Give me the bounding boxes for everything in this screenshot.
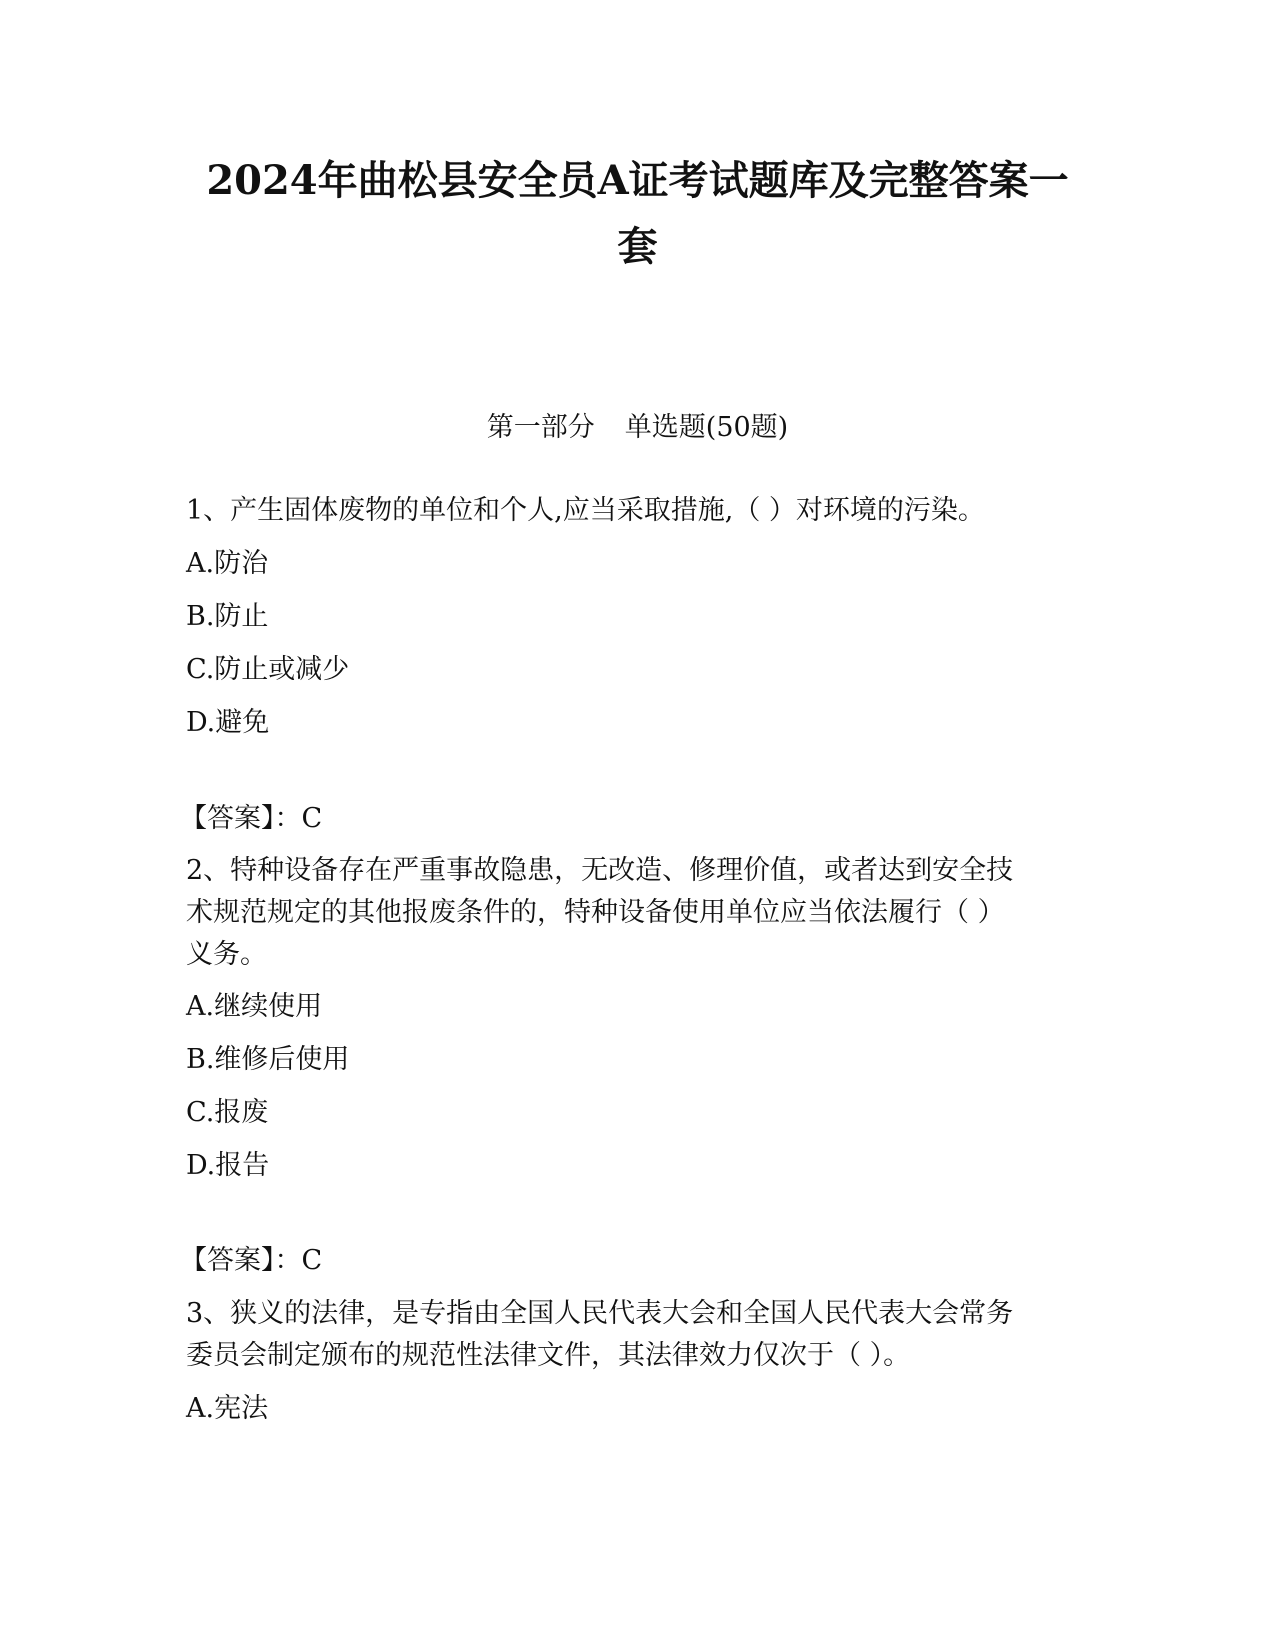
question-2-option-c: C.报废	[186, 1097, 269, 1128]
question-2-answer: 【答案】：C	[180, 1245, 323, 1276]
title-line-2: 套	[617, 223, 658, 270]
question-1-option-b: B.防止	[186, 601, 269, 632]
question-2-option-a: A.继续使用	[186, 991, 323, 1022]
question-3-option-a: A.宪法	[186, 1393, 269, 1424]
question-1-option-d: D.避免	[186, 707, 270, 738]
question-1-option-c: C.防止或减少	[186, 654, 350, 685]
question-3-stem-line-2: 委员会制定颁布的规范性法律文件，其法律效力仅次于（ ）。	[186, 1340, 911, 1371]
section-label: 单选题(50题)	[624, 412, 789, 443]
title-line-1: 2024年曲松县安全员A证考试题库及完整答案一	[206, 157, 1069, 204]
question-1-stem: 1、产生固体废物的单位和个人,应当采取措施,（ ）对环境的污染。	[186, 495, 985, 526]
question-1-option-a: A.防治	[186, 548, 269, 579]
question-3-stem-line-1: 3、狭义的法律，是专指由全国人民代表大会和全国人民代表大会常务	[186, 1298, 1014, 1329]
question-2-stem-line-2: 术规范规定的其他报废条件的，特种设备使用单位应当依法履行（ ）	[186, 897, 1005, 928]
question-1-answer: 【答案】：C	[180, 803, 323, 834]
question-2-option-b: B.维修后使用	[186, 1044, 350, 1075]
document-title	[150, 148, 1125, 280]
question-2-stem-line-3: 义务。	[186, 939, 267, 970]
question-2-stem-line-1: 2、特种设备存在严重事故隐患，无改造、修理价值，或者达到安全技	[186, 855, 1014, 886]
section-part: 第一部分	[486, 412, 595, 443]
question-2-option-d: D.报告	[186, 1150, 270, 1181]
section-heading	[0, 410, 1275, 446]
